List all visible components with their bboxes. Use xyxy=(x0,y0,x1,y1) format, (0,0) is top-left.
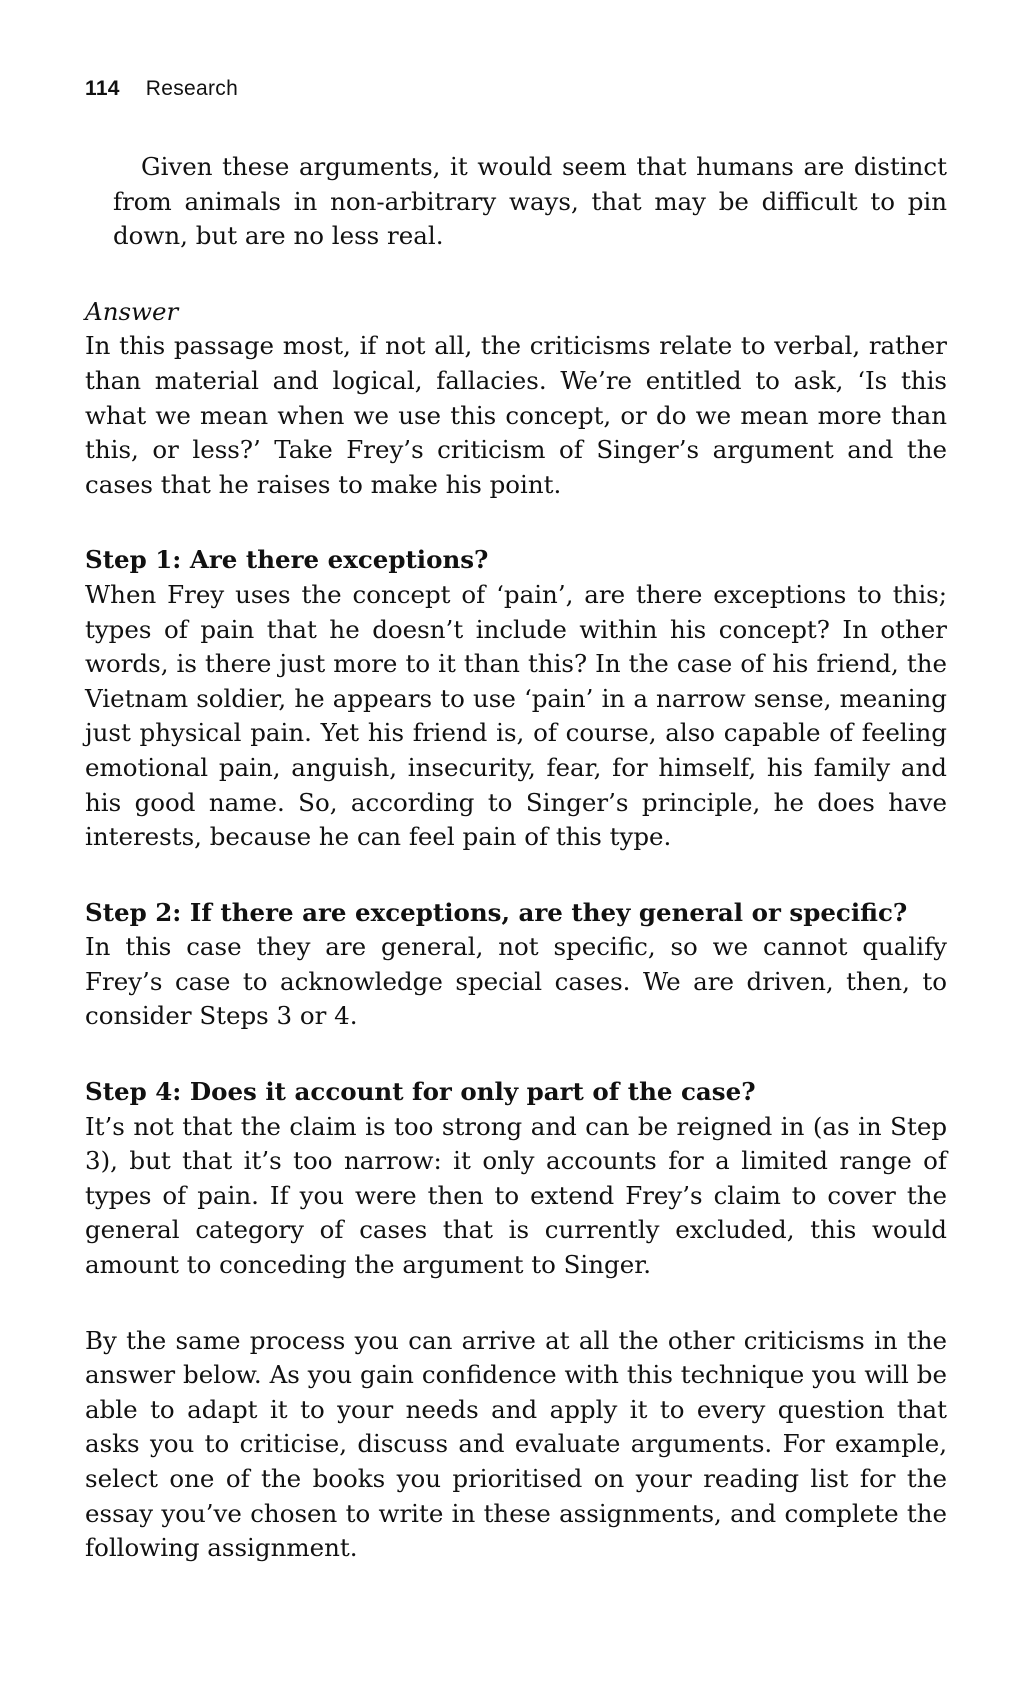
spacer xyxy=(85,1283,947,1324)
step-1-heading: Step 1: Are there exceptions? xyxy=(85,545,489,575)
section-title: Research xyxy=(145,77,239,100)
body-text xyxy=(85,150,947,1566)
block-quote: Given these arguments, it would seem that humans are distinct from animals in non-arbitrary ways, that may be difficult to pin down, but are no less real. xyxy=(113,152,947,251)
answer-paragraph: In this passage most, if not all, the criticisms relate to verbal, rather than material and logical, fallacies. We’re entitled to ask, ‘Is this what we mean when we use this concept, or do we mean more than this, or less?’ Take Frey’s criticism of Singer’s argument and the cases that he raises to make his point. xyxy=(85,331,947,499)
step-4-paragraph: It’s not that the claim is too strong and can be reigned in (as in Step 3), but that it’s too narrow: it only accounts for a limited range of types of pain. If you were then to extend Frey’s claim to cover the general category of cases that is currently excluded, this would amount to conceding the argument to Singer. xyxy=(85,1111,947,1280)
spacer xyxy=(85,254,947,295)
step-1-paragraph: When Frey uses the concept of ‘pain’, are there exceptions to this; types of pain that he doesn’t include within his concept? In other words, is there just more to it than this? In the case of his friend, the Vietnam soldier, he appears to use ‘pain’ in a narrow sense, meaning just physical pain. Yet his friend is, of course, also capable of feeling emotional pain, anguish, insecurity, fear, for himself, his family and his good name. So, according to Singer’s principle, he does have interests, because he can feel pain of this type. xyxy=(85,579,947,852)
page-number: 114 xyxy=(85,77,120,100)
spacer xyxy=(85,1034,947,1075)
step-4-heading: Step 4: Does it account for only part of the case? xyxy=(85,1077,756,1107)
step-2-heading: Step 2: If there are exceptions, are they general or specific? xyxy=(85,897,908,927)
spacer xyxy=(85,855,947,896)
answer-label: Answer xyxy=(85,296,179,326)
closing-paragraph: By the same process you can arrive at all the other criticisms in the answer below. As you gain confidence with this technique you will be able to adapt it to your needs and apply it to every question that asks you to criticise, discuss and evaluate arguments. For example, select one of the books you prioritised on your reading list for the essay you’ve chosen to write in these assignments, and complete the following assignment. xyxy=(85,1325,947,1563)
step-2-paragraph: In this case they are general, not specific, so we cannot qualify Frey’s case to acknowledge special cases. We are driven, then, to consider Steps 3 or 4. xyxy=(85,932,947,1031)
book-page xyxy=(85,0,947,1693)
running-head xyxy=(85,76,238,102)
spacer xyxy=(85,502,947,543)
